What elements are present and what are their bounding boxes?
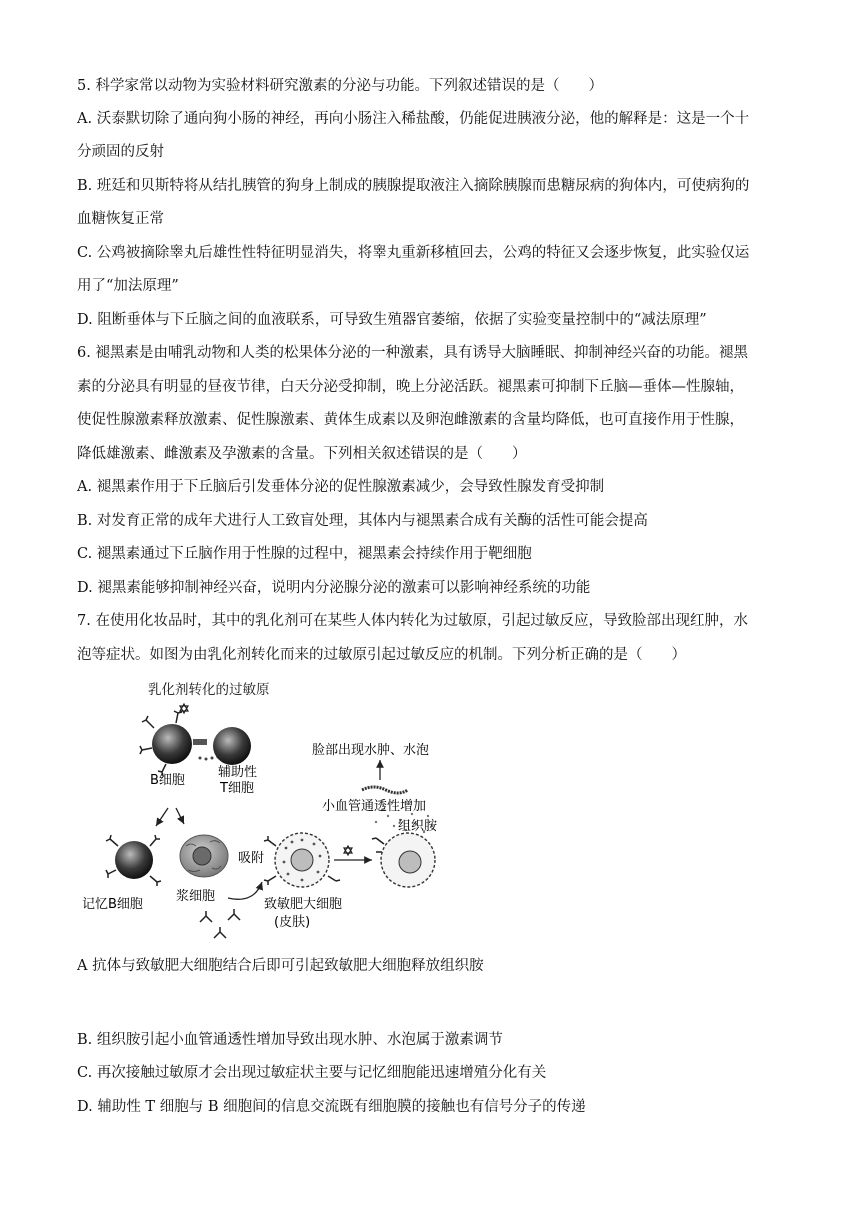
q6-stem-cont-3: 降低雄激素、雌激素及孕激素的含量。下列相关叙述错误的是（ ）	[77, 446, 527, 462]
figure-title: 乳化剂转化的过敏原	[148, 682, 270, 698]
q6-option-b: B. 对发育正常的成年犬进行人工致盲处理，其体内与褪黑素合成有关酶的活性可能会提高	[77, 513, 648, 529]
q6-stem-cont-2: 使促性腺激素释放激素、促性腺激素、黄体生成素以及卵泡雌激素的含量均降低，也可直接作用于性腺，	[77, 412, 744, 428]
q7-option-b: B. 组织胺引起小血管通透性增加导致出现水肿、水泡属于激素调节	[77, 1032, 503, 1048]
q5-option-a-cont: 分顽固的反射	[77, 144, 164, 160]
q5-stem: 5. 科学家常以动物为实验材料研究激素的分泌与功能。下列叙述错误的是（ ）	[77, 78, 603, 94]
label-helper-t-2: T细胞	[220, 781, 254, 796]
q7-stem: 7. 在使用化妆品时，其中的乳化剂可在某些人体内转化为过敏原，引起过敏反应，导致脸部出现红肿，水	[77, 613, 748, 629]
label-helper-t-1: 辅助性	[218, 765, 258, 780]
label-histamine: 组织胺	[398, 819, 438, 834]
memory-b-cell-icon	[106, 835, 161, 886]
label-adsorb: 吸附	[238, 851, 265, 866]
label-plasma: 浆细胞	[176, 889, 216, 904]
arrow-to-adsorb	[228, 882, 262, 899]
label-memory-b: 记忆B细胞	[82, 897, 143, 912]
arrow-to-memory	[156, 808, 168, 826]
q5-option-a: A. 沃泰默切除了通向狗小肠的神经，再向小肠注入稀盐酸，仍能促进胰液分泌，他的解释是：这是一个十	[77, 111, 750, 127]
q7-option-d: D. 辅助性 T 细胞与 B 细胞间的信息交流既有细胞膜的接触也有信号分子的传递	[77, 1099, 586, 1115]
label-face-symptoms: 脸部出现水肿、水泡	[312, 743, 430, 758]
q7-stem-cont: 泡等症状。如图为由乳化剂转化而来的过敏原引起过敏反应的机制。下列分析正确的是（ ）	[77, 647, 686, 663]
small-vessel-icon	[362, 787, 408, 793]
allergy-mechanism-figure	[76, 676, 496, 948]
q5-option-c-cont: 用了“加法原理”	[77, 278, 179, 294]
antibody-icons	[200, 909, 240, 938]
q6-option-c: C. 褪黑素通过下丘脑作用于性腺的过程中，褪黑素会持续作用于靶细胞	[77, 546, 532, 562]
q6-option-a: A. 褪黑素作用于下丘脑后引发垂体分泌的促性腺激素减少，会导致性腺发育受抑制	[77, 479, 605, 495]
q7-option-a: A 抗体与致敏肥大细胞结合后即可引起致敏肥大细胞释放组织胺	[77, 958, 484, 974]
cell-contact	[193, 739, 207, 745]
q5-option-d: D. 阻断垂体与下丘脑之间的血液联系，可导致生殖器官萎缩，依据了实验变量控制中的“减法原理”	[77, 312, 707, 328]
label-mast-cell-2: (皮肤)	[274, 915, 311, 930]
q6-stem-cont-1: 素的分泌具有明显的昼夜节律，白天分泌受抑制，晚上分泌活跃。褪黑素可抑制下丘脑—垂体—性腺轴，	[77, 379, 744, 395]
q5-option-c: C. 公鸡被摘除睾丸后雄性性特征明显消失，将睾丸重新移植回去，公鸡的特征又会逐步恢复，此实验仅运	[77, 245, 750, 261]
q5-option-b-cont: 血糖恢复正常	[77, 211, 164, 227]
plasma-cell-icon	[180, 835, 228, 877]
helper-t-cell-icon	[213, 727, 251, 765]
q6-option-d: D. 褪黑素能够抑制神经兴奋，说明内分泌腺分泌的激素可以影响神经系统的功能	[77, 580, 591, 596]
allergen-icon-2	[344, 846, 352, 855]
label-b-cell: B细胞	[150, 773, 185, 788]
label-mast-cell-1: 致敏肥大细胞	[264, 897, 343, 912]
b-cell-icon	[140, 711, 192, 776]
sensitized-mast-cell-icon	[264, 833, 340, 887]
arrow-to-plasma	[176, 808, 184, 824]
q6-stem: 6. 褪黑素是由哺乳动物和人类的松果体分泌的一种激素，具有诱导大脑睡眠、抑制神经兴奋的功能。褪黑	[77, 345, 748, 361]
q7-option-c: C. 再次接触过敏原才会出现过敏症状主要与记忆细胞能迅速增殖分化有关	[77, 1065, 547, 1081]
label-vessel-permeability: 小血管通透性增加	[322, 799, 427, 814]
q5-option-b: B. 班廷和贝斯特将从结扎胰管的狗身上制成的胰腺提取液注入摘除胰腺而患糖尿病的狗体内，可使病狗的	[77, 178, 750, 194]
